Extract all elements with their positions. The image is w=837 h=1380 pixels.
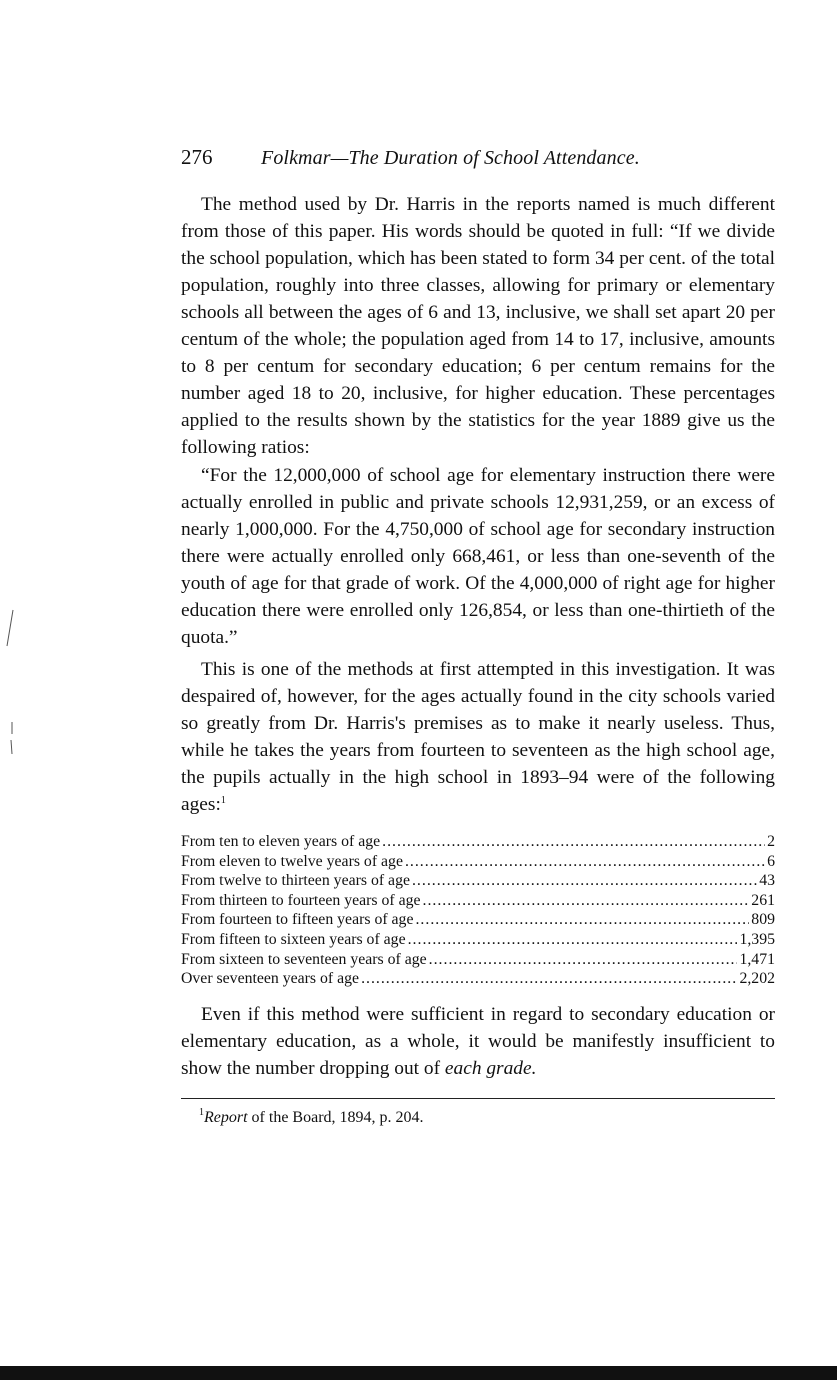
leader-dots <box>408 930 738 950</box>
age-label: From eleven to twelve years of age <box>181 852 403 870</box>
age-row <box>181 969 775 989</box>
footnote-divider <box>181 1098 775 1099</box>
age-label: From fourteen to fifteen years of age <box>181 911 414 929</box>
footnote-reference: 1 <box>220 795 226 806</box>
age-label: From ten to eleven years of age <box>181 833 381 850</box>
footnote-text: of the Board, 1894, p. 204. <box>247 1108 424 1126</box>
age-label: Over seventeen years of age <box>181 970 360 988</box>
age-distribution-list <box>181 832 775 989</box>
running-title: Folkmar—The Duration of School Attendance. <box>261 147 640 169</box>
margin-pencil-mark <box>4 608 16 648</box>
paragraph-harris-method: The method used by Dr. Harris in the reports named is much different from those of this paper. His words should be quoted in full: “If we divide the school population, which has been stated to form 34 per cent. of the total population, roughly into three classes, allowing for primary or elementary schools all between the ages of 6 and 13, inclusive, we shall set apart 20 per centum of the whole; the population aged from 14 to 17, inclusive, amounts to 8 per centum for secondary education; 6 per centum remains for the number aged 18 to 20, inclusive, for higher education. These percentages applied to the results shown by the statistics for the year 1889 give us the following ratios: <box>181 194 775 458</box>
leader-dots <box>405 852 765 872</box>
age-count: 43 <box>759 872 775 890</box>
paragraph-conclusion-text: Even if this method were sufficient in regard to secondary education or elementary education, as a whole, it would be manifestly insufficient to show the number dropping out of <box>181 1003 775 1079</box>
age-row <box>181 852 775 872</box>
age-row <box>181 950 775 970</box>
age-label: From thirteen to fourteen years of age <box>181 891 421 909</box>
paragraph-harris-quote: “For the 12,000,000 of school age for elementary instruction there were actually enrolled in public and private schools 12,931,259, or an excess of nearly 1,000,000. For the 4,750,000 of school age for secondary instruction there were actually enrolled only 668,461, or less than one-seventh of the youth of age for that grade of work. Of the 4,000,000 of right age for higher education there were enrolled only 126,854, or less than one-thirtieth of the quota.” <box>181 465 775 648</box>
leader-dots <box>382 832 765 852</box>
age-label: From twelve to thirteen years of age <box>181 872 410 890</box>
paragraph-investigation <box>181 656 775 818</box>
scan-edge-bar <box>0 1366 837 1380</box>
paragraph-investigation-text: This is one of the methods at first attempted in this investigation. It was despaired of, however, for the ages actually found in the city schools varied so greatly from Dr. Harris's premises as to make it nearly useless. Thus, while he takes the years from fourteen to seventeen as the high school age, the pupils actually in the high school in 1893–94 were of the following ages: <box>181 659 775 815</box>
age-count: 1,471 <box>739 950 775 968</box>
age-count: 1,395 <box>739 930 775 948</box>
emphasis-each-grade: each grade. <box>444 1057 537 1079</box>
footnote <box>181 1106 775 1127</box>
age-label: From fifteen to sixteen years of age <box>181 930 406 948</box>
age-label: From sixteen to seventeen years of age <box>181 950 427 968</box>
age-row <box>181 910 775 930</box>
leader-dots <box>415 910 749 930</box>
age-count: 6 <box>767 852 775 870</box>
footnote-marker: 1 <box>199 1106 204 1118</box>
age-row <box>181 891 775 911</box>
age-count: 2 <box>767 833 775 850</box>
age-row <box>181 832 775 852</box>
paragraph-conclusion <box>181 1001 775 1082</box>
document-page <box>181 140 775 1127</box>
footnote-report-title: Report <box>204 1108 248 1126</box>
margin-pencil-mark <box>6 720 18 756</box>
page-number: 276 <box>181 145 213 169</box>
leader-dots <box>412 871 757 891</box>
leader-dots <box>361 969 737 989</box>
running-header <box>181 145 775 175</box>
age-row <box>181 930 775 950</box>
leader-dots <box>429 950 738 970</box>
age-row <box>181 871 775 891</box>
leader-dots <box>423 891 750 911</box>
age-count: 261 <box>751 891 775 909</box>
age-count: 809 <box>751 911 775 929</box>
age-count: 2,202 <box>739 970 775 988</box>
